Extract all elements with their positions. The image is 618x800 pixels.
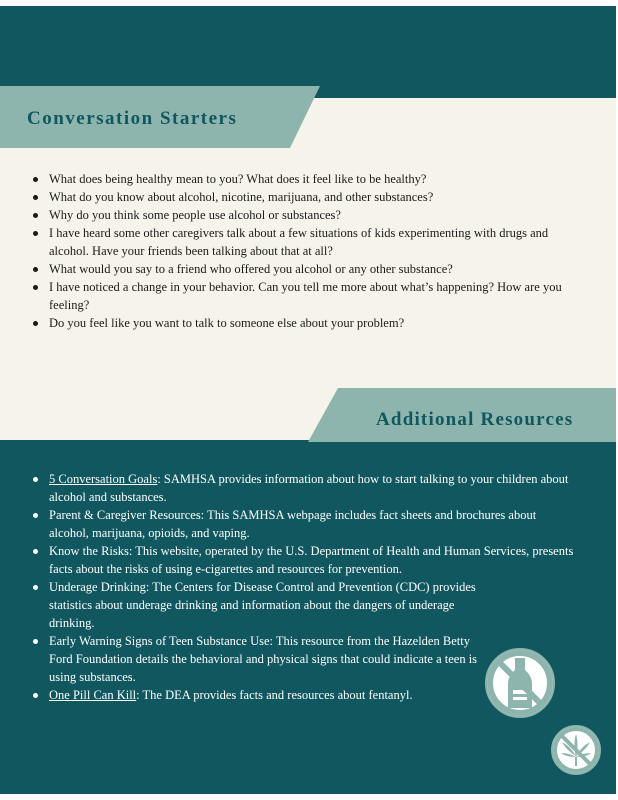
list-item xyxy=(33,542,578,578)
list-item: Do you feel like you want to talk to someone else about your problem? xyxy=(33,314,578,332)
list-item: I have heard some other caregivers talk about a few situations of kids experimenting with drugs and alcohol. Have your friends been talking about that at all? xyxy=(33,224,578,260)
list-item-text: : The DEA provides facts and resources about fentanyl. xyxy=(136,688,413,702)
list-item xyxy=(33,578,489,632)
list-item xyxy=(33,506,578,542)
list-item: I have noticed a change in your behavior. Can you tell me more about what’s happening? How are you feeling? xyxy=(33,278,578,314)
conversation-goals-link[interactable]: 5 Conversation Goals xyxy=(49,472,158,486)
list-item: What do you know about alcohol, nicotine, marijuana, and other substances? xyxy=(33,188,578,206)
list-item-label: Know the Risks: xyxy=(49,544,133,558)
list-item-text: This SAMHSA webpage includes fact sheets and brochures about alcohol, marijuana, opioids, and vaping. xyxy=(49,508,537,540)
list-item: What would you say to a friend who offered you alcohol or any other substance? xyxy=(33,260,578,278)
list-item-text: : SAMHSA provides information about how to start talking to your children about alcohol and substances. xyxy=(49,472,569,504)
additional-resources-title: Additional Resources xyxy=(376,409,574,430)
list-item-text: This resource from the Hazelden Betty Ford Foundation details the behavioral and physical signs that could indicate a teen is using substances. xyxy=(49,634,478,684)
header-band xyxy=(0,6,616,98)
list-item xyxy=(33,632,489,686)
one-pill-can-kill-link[interactable]: One Pill Can Kill xyxy=(49,688,137,702)
list-item-text: The Centers for Disease Control and Prevention (CDC) provides statistics about underage drinking and information about the dangers of underage drinking. xyxy=(49,580,476,630)
list-item xyxy=(33,470,578,506)
no-alcohol-icon xyxy=(483,646,557,720)
list-item: Why do you think some people use alcohol or substances? xyxy=(33,206,578,224)
list-item-text: This website, operated by the U.S. Department of Health and Human Services, presents facts about the risks of using e-cigarettes and resources for prevention. xyxy=(49,544,574,576)
conversation-starters-title: Conversation Starters xyxy=(27,108,238,129)
conversation-starters-list xyxy=(33,170,578,332)
no-marijuana-icon xyxy=(550,724,602,776)
list-item-label: Early Warning Signs of Teen Substance Use: xyxy=(49,634,274,648)
list-item-label: Underage Drinking: xyxy=(49,580,150,594)
list-item: What does being healthy mean to you? What does it feel like to be healthy? xyxy=(33,170,578,188)
list-item-label: Parent & Caregiver Resources: xyxy=(49,508,205,522)
